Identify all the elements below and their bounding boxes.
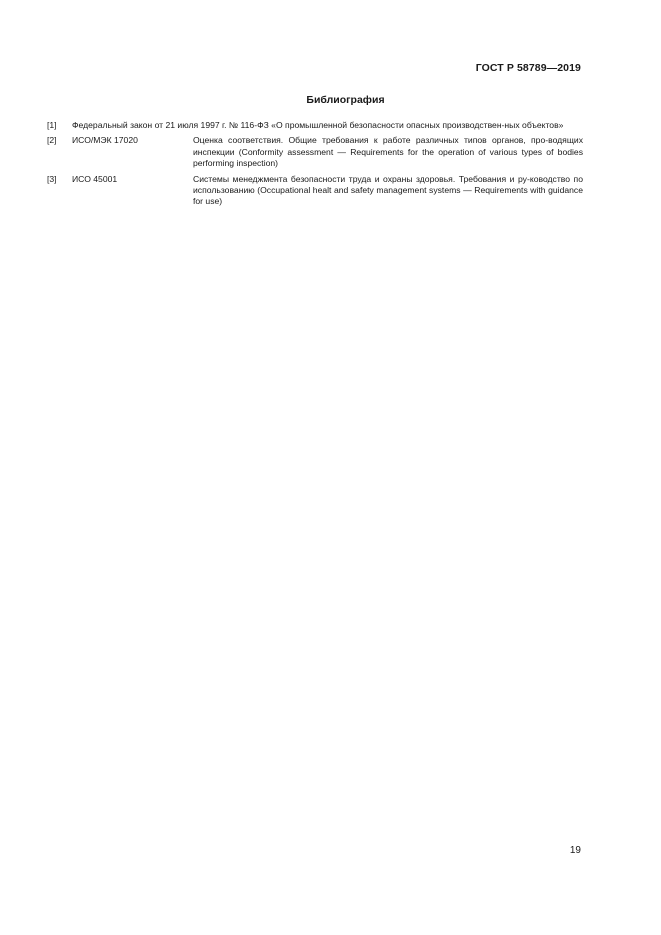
entry-number: [1]: [47, 120, 57, 130]
entry-text: Системы менеджмента безопасности труда и охраны здоровья. Требования и ру-ководство по использованию (Occupational healt and safety management systems — Requirements with guidance for use): [193, 173, 583, 207]
entry-number: [3]: [47, 173, 57, 184]
bibliography-title: Библиография: [306, 94, 385, 106]
document-code: ГОСТ Р 58789—2019: [475, 62, 581, 74]
entry-number: [2]: [47, 135, 57, 146]
bibliography-entry: [47, 174, 583, 208]
entry-text: Оценка соответствия. Общие требования к работе различных типов органов, про-водящих инспекции (Conformity assessment — Requirements for the operation of various types of bodies performing inspection): [193, 135, 583, 169]
bibliography-entry: [47, 135, 583, 169]
entry-reference: ИСО/МЭК 17020: [72, 135, 138, 146]
entry-reference: ИСО 45001: [72, 173, 118, 184]
page-number: 19: [569, 845, 581, 856]
bibliography-list: [47, 120, 583, 212]
bibliography-entry: [47, 120, 583, 131]
entry-text: Федеральный закон от 21 июля 1997 г. № 116-ФЗ «О промышленной безопасности опасных производствен-ных объектов»: [72, 120, 564, 130]
